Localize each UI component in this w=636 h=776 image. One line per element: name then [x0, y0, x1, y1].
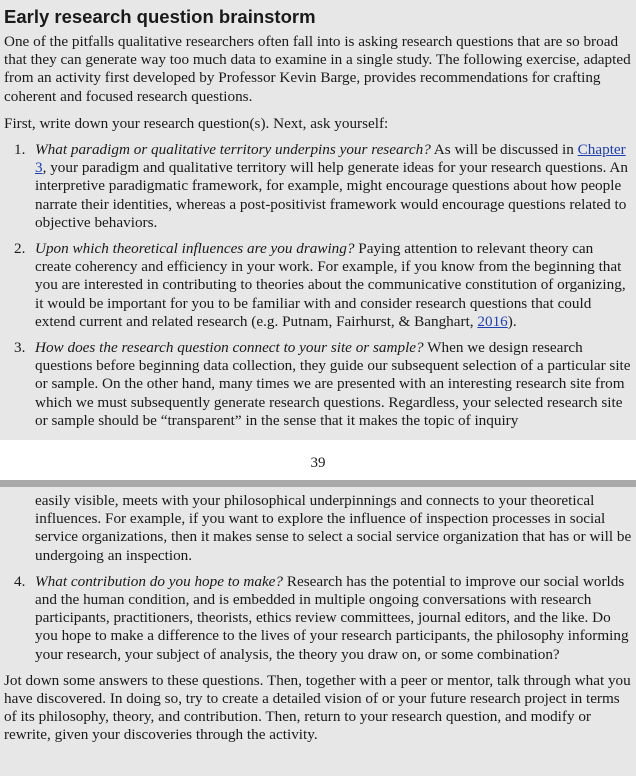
section-title: Early research question brainstorm	[4, 6, 316, 27]
item-text: When we design research questions before beginning data collection, they guide our subsequent selection of a particular site or sample. On the other hand, many times we are presented with an interesting research site from which we must subsequently generate research questions. Regardless, your selected research site or sample should be “transparent” in the sense that it makes the topic of inquiry	[35, 339, 631, 429]
page-number: 39	[310, 455, 326, 471]
list-number: 3.	[14, 339, 26, 357]
list-item	[4, 573, 632, 664]
item-text: Research has the potential to improve our social worlds and the human condition, and is embedded in multiple ongoing conversations with research participants, practitioners, theorists, ethics review committees, journal editors, and the like. Do you hope to make a difference to the lives of your research participants, the philosophy informing your research, your subject of analysis, the theory you draw on, or some combination?	[35, 572, 629, 663]
page-divider	[0, 480, 636, 487]
list-item	[4, 141, 632, 232]
item-text: ).	[507, 312, 517, 330]
closing-paragraph: Jot down some answers to these questions. Then, together with a peer or mentor, talk through what you have discovered. In doing so, try to create a detailed vision of or your future research project in terms of its philosophy, theory, and contribution. Then, return to your research question, and modify or rewrite, given your discoveries through the activity.	[4, 671, 631, 744]
citation-2016-link[interactable]: 2016	[477, 312, 508, 330]
question-list-continued	[4, 573, 632, 664]
chapter-3-link[interactable]: Chapter 3	[35, 141, 626, 177]
list-item	[4, 240, 632, 331]
item-question: What paradigm or qualitative territory underpins your research?	[35, 141, 431, 159]
item-text: As will be discussed in	[430, 141, 578, 159]
list-number: 4.	[14, 572, 26, 590]
list-number: 2.	[14, 240, 26, 258]
lead-paragraph: First, write down your research question(s). Next, ask yourself:	[4, 114, 389, 132]
item-text: , your paradigm and qualitative territory will help generate ideas for your research questions. An interpretive paradigmatic framework, for example, might encourage questions about how people narrate their identities, whereas a post-positivist framework would encourage questions related to objective behaviors.	[35, 159, 628, 231]
item-3-continued: easily visible, meets with your philosophical underpinnings and connects to your theoretical influences. For example, if you want to explore the influence of inspection processes in social service organizations, then it makes sense to select a social service organization that has or will be undergoing an inspection.	[35, 492, 632, 564]
list-item	[4, 339, 632, 430]
question-list	[4, 141, 632, 430]
intro-paragraph: One of the pitfalls qualitative researchers often fall into is asking research questions that are so broad that they can generate way too much data to examine in a single study. The following exercise, adapted from an activity first developed by Professor Kevin Barge, provides recommendations for crafting coherent and focused research questions.	[4, 33, 631, 105]
item-question: What contribution do you hope to make?	[35, 572, 284, 590]
item-question: Upon which theoretical influences are you drawing?	[35, 240, 355, 258]
activity-box-bottom	[0, 487, 636, 776]
item-text: Paying attention to relevant theory can create coherency and efficiency in your work. For example, if you know from the beginning that you are interested in contributing to theories about the communicative constitution of organizing, it would be important for you to be familiar with and consider research questions that could extend current and related research (e.g. Putnam, Fairhurst, & Banghart,	[35, 240, 626, 330]
list-number: 1.	[14, 141, 26, 159]
item-question: How does the research question connect to your site or sample?	[35, 339, 424, 357]
